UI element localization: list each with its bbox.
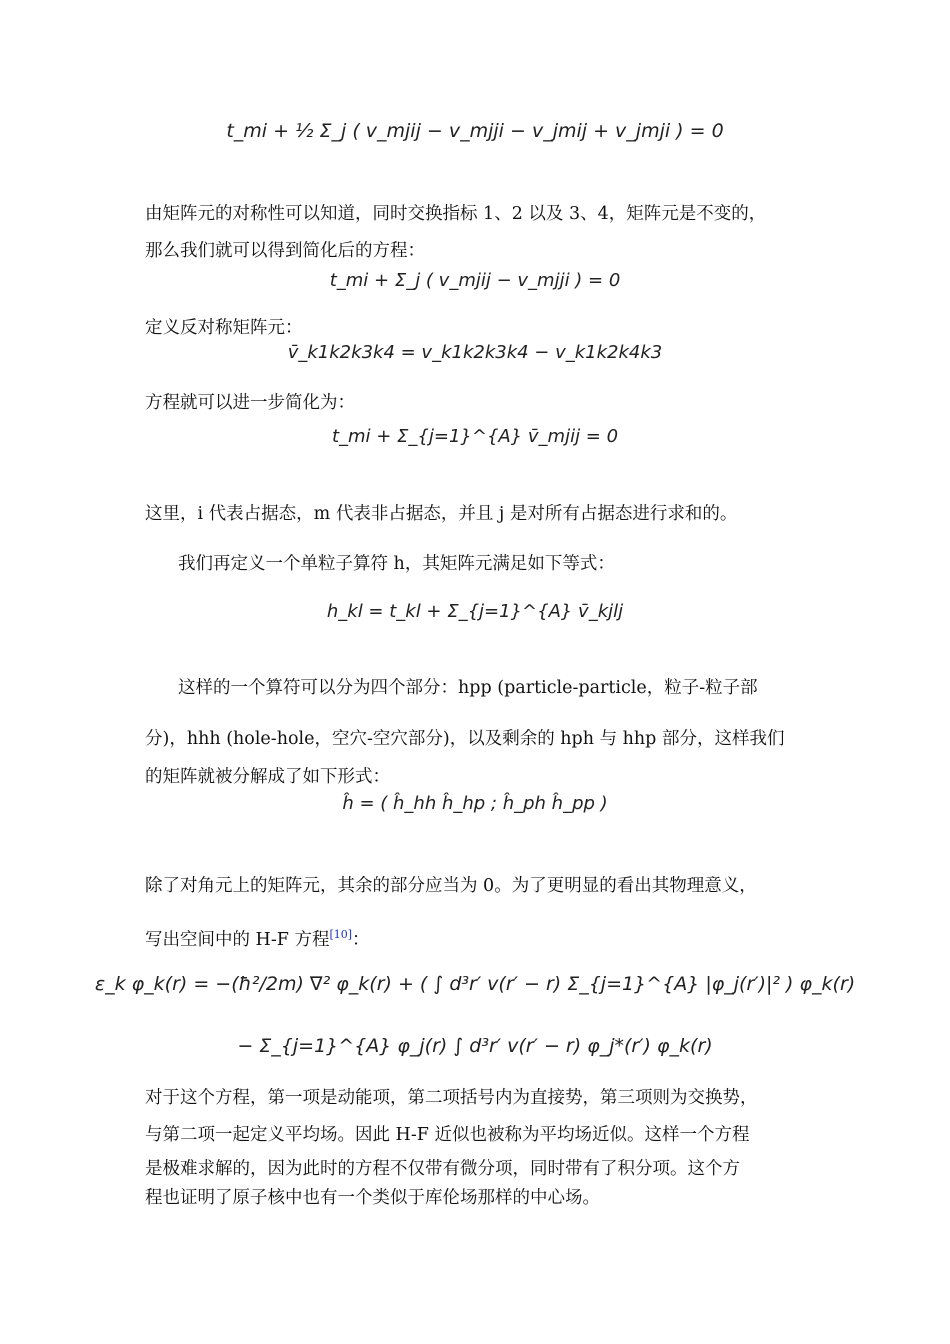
equation-7-hf-line1: ε_k φ_k(r) = −(ħ²/2m) ∇² φ_k(r) + ( ∫ d³r′ v(r′ − r) Σ_{j=1}^{A} |φ_j(r′)|² ) φ_k(r) [94, 973, 856, 995]
equation-5: h_kl = t_kl + Σ_{j=1}^{A} v̄_kjlj [326, 601, 624, 622]
paragraph-line [145, 929, 370, 949]
paragraph-line: 我们再定义一个单粒子算符 h，其矩阵元满足如下等式： [178, 554, 615, 574]
paragraph-line: 这里，i 代表占据态，m 代表非占据态，并且 j 是对所有占据态进行求和的。 [145, 504, 738, 524]
equation-1: t_mi + ½ Σ_j ( v_mjij − v_mjji − v_jmij + v_jmji ) = 0 [226, 120, 724, 142]
paragraph-text: ： [352, 929, 370, 950]
paragraph-line: 的矩阵就被分解成了如下形式： [145, 767, 390, 787]
paragraph-line: 与第二项一起定义平均场。因此 H-F 近似也被称为平均场近似。这样一个方程 [145, 1125, 750, 1145]
paragraph-line: 分)，hhh (hole-hole，空穴-空穴部分)，以及剩余的 hph 与 hhp 部分，这样我们 [145, 729, 785, 749]
paragraph-line: 由矩阵元的对称性可以知道，同时交换指标 1、2 以及 3、4，矩阵元是不变的， [145, 204, 767, 224]
paragraph-line: 方程就可以进一步简化为： [145, 393, 355, 413]
paragraph-line: 对于这个方程，第一项是动能项，第二项括号内为直接势，第三项则为交换势， [145, 1088, 758, 1108]
paragraph-text: 写出空间中的 H-F 方程 [145, 929, 330, 950]
paragraph-line: 这样的一个算符可以分为四个部分：hpp (particle-particle，粒子-粒子部 [178, 678, 758, 698]
equation-3: v̄_k1k2k3k4 = v_k1k2k3k4 − v_k1k2k4k3 [287, 342, 663, 363]
paragraph-line: 程也证明了原子核中也有一个类似于库伦场那样的中心场。 [145, 1188, 600, 1208]
paragraph-line: 是极难求解的，因为此时的方程不仅带有微分项，同时带有了积分项。这个方 [145, 1159, 740, 1179]
paragraph-line: 除了对角元上的矩阵元，其余的部分应当为 0。为了更明显的看出其物理意义， [145, 876, 757, 896]
equation-6-matrix: ĥ = ( ĥ_hh ĥ_hp ; ĥ_ph ĥ_pp ) [342, 793, 608, 814]
equation-8-hf-line2: − Σ_{j=1}^{A} φ_j(r) ∫ d³r′ v(r′ − r) φ_j*(r′) φ_k(r) [237, 1035, 713, 1057]
paragraph-line: 定义反对称矩阵元： [145, 318, 303, 338]
equation-2: t_mi + Σ_j ( v_mjij − v_mjji ) = 0 [329, 270, 621, 291]
citation-link[interactable]: [10] [329, 928, 353, 941]
equation-4: t_mi + Σ_{j=1}^{A} v̄_mjij = 0 [331, 426, 619, 447]
paragraph-line: 那么我们就可以得到简化后的方程： [145, 241, 425, 261]
